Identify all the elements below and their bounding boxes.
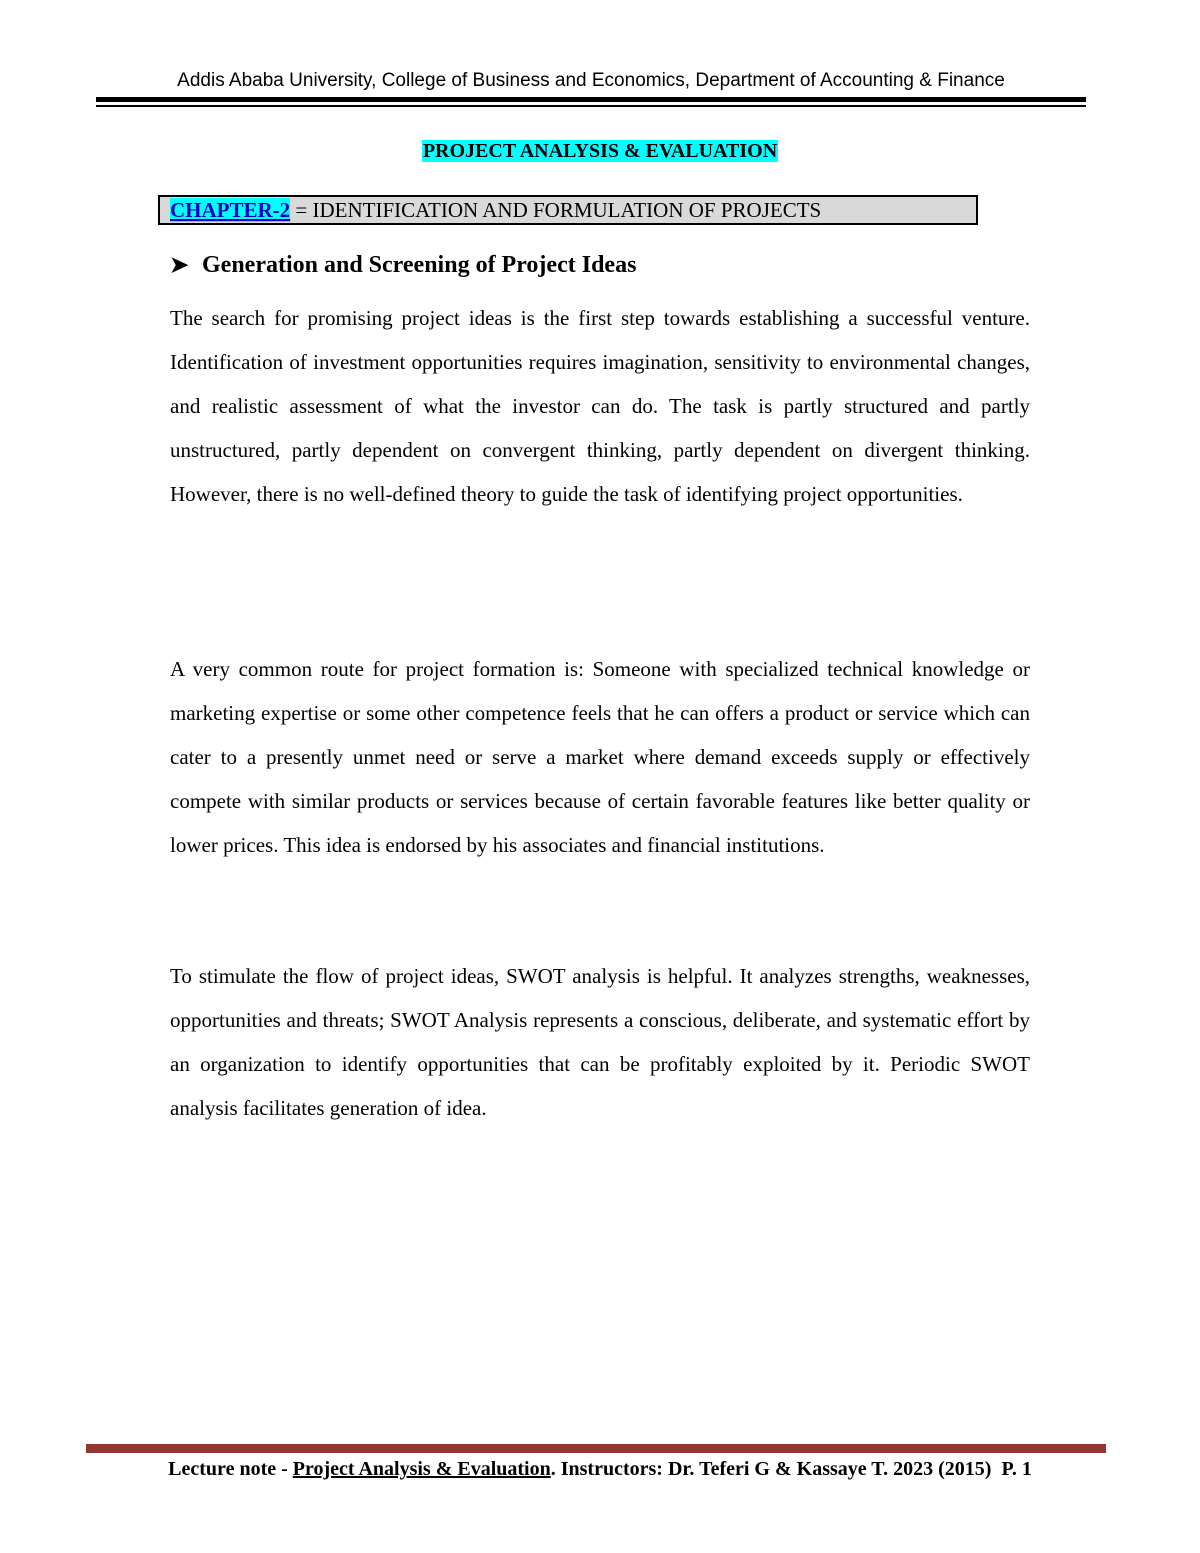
footer-prefix: Lecture note - xyxy=(168,1458,293,1480)
section-heading-text: Generation and Screening of Project Ideas xyxy=(202,252,637,278)
document-title-text: PROJECT ANALYSIS & EVALUATION xyxy=(422,140,778,162)
chapter-separator: = xyxy=(290,198,313,222)
chapter-heading-box xyxy=(158,195,978,225)
chapter-label: CHAPTER-2 xyxy=(170,198,291,222)
header-rule xyxy=(96,97,1086,102)
page-footer xyxy=(0,1458,1200,1481)
header-rule-thin xyxy=(96,105,1086,107)
arrow-bullet-icon: ➤ xyxy=(170,252,189,277)
footer-instructors: . Instructors: Dr. Teferi G & Kassaye T. 2023 (2015) P. 1 xyxy=(550,1458,1032,1480)
section-heading xyxy=(170,252,636,279)
document-title xyxy=(0,140,1200,163)
paragraph-3: To stimulate the flow of project ideas, SWOT analysis is helpful. It analyzes strengths, weaknesses, opportunities and threats; SWOT Analysis represents a conscious, deliberate, and systematic effort by an organization to identify opportunities that can be profitably exploited by it. Periodic SWOT analysis facilitates generation of idea. xyxy=(170,964,1030,1120)
chapter-name: IDENTIFICATION AND FORMULATION OF PROJECTS xyxy=(312,198,822,222)
paragraph-2: A very common route for project formation is: Someone with specialized technical knowledge or marketing expertise or some other competence feels that he can offers a product or service which can cater to a presently unmet need or serve a market where demand exceeds supply or effectively compete with similar products or services because of certain favorable features like better quality or lower prices. This idea is endorsed by his associates and financial institutions. xyxy=(170,657,1030,857)
page-header: Addis Ababa University, College of Business and Economics, Department of Accounting & Finance xyxy=(177,70,1005,91)
footer-course: Project Analysis & Evaluation xyxy=(292,1458,551,1480)
footer-rule xyxy=(86,1444,1106,1453)
paragraph-1: The search for promising project ideas is the first step towards establishing a successful venture. Identification of investment opportunities requires imagination, sensitivity to environmental changes, and realistic assessment of what the investor can do. The task is partly structured and partly unstructured, partly dependent on convergent thinking, partly dependent on divergent thinking. However, there is no well-defined theory to guide the task of identifying project opportunities. xyxy=(170,306,1030,506)
